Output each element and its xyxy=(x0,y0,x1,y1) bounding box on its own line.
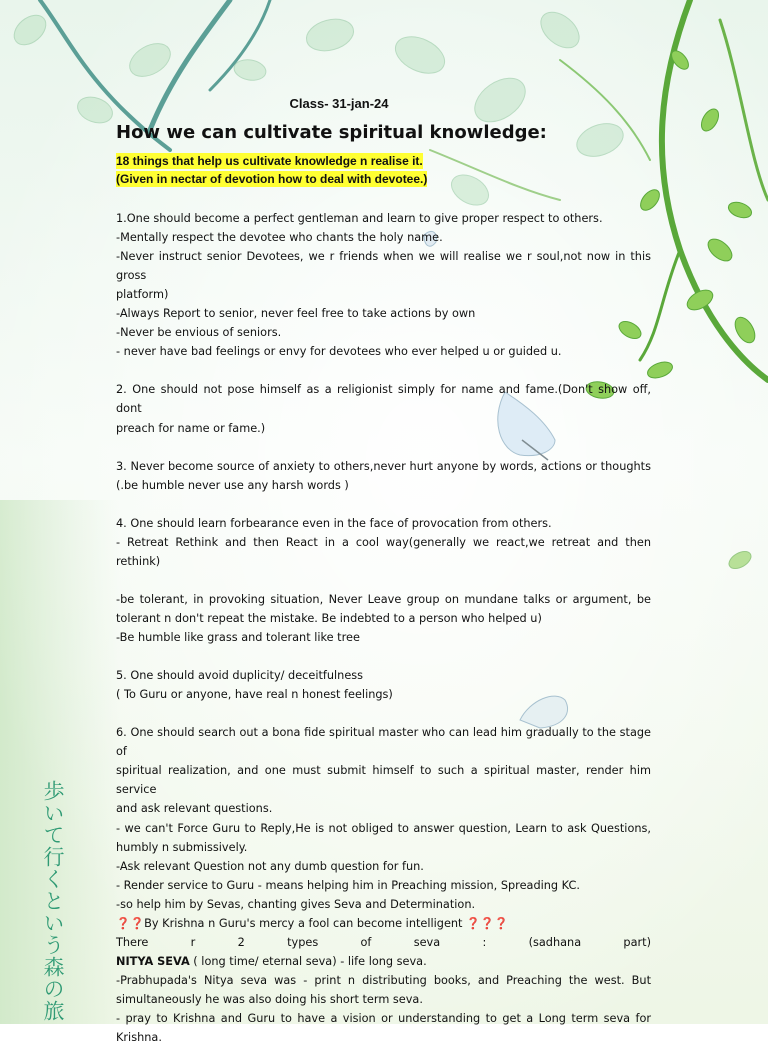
text-line: spiritual realization, and one must submit himself to such a spiritual master, render him service xyxy=(116,764,651,797)
text-line: There r 2 types of seva : (sadhana part) xyxy=(116,935,651,949)
text-line: -Never instruct senior Devotees, we r friends when we will realise we r soul,not now in this gross xyxy=(116,250,651,283)
text-line: -Always Report to senior, never feel free to take actions by own xyxy=(116,307,476,321)
highlighted-subtitle-1: 18 things that help us cultivate knowledge n realise it. xyxy=(116,154,423,168)
text-line: - Render service to Guru - means helping him in Preaching mission, Spreading KC. xyxy=(116,878,580,892)
text-line: -be tolerant, in provoking situation, Never Leave group on mundane talks or argument, be xyxy=(116,592,651,606)
text-line: humbly n submissively. xyxy=(116,840,248,854)
highlighted-subtitle-2: (Given in nectar of devotion how to deal with devotee.) xyxy=(116,172,428,186)
blank-line xyxy=(116,361,651,380)
text-line: -Prabhupada's Nitya seva was - print n distributing books, and Preaching the west. But xyxy=(116,973,651,987)
text-line: (.be humble never use any harsh words ) xyxy=(116,478,349,492)
text-line: - never have bad feelings or envy for devotees who ever helped u or guided u. xyxy=(116,345,562,359)
text-line: -Ask relevant Question not any dumb question for fun. xyxy=(116,859,424,873)
text-line: -Never be envious of seniors. xyxy=(116,326,282,340)
text-line: 3. Never become source of anxiety to others,never hurt anyone by words, actions or thoughts xyxy=(116,459,651,473)
text-line: simultaneously he was also doing his short term seva. xyxy=(116,992,423,1006)
blank-line xyxy=(116,571,651,590)
text-line: tolerant n don't repeat the mistake. Be indebted to a person who helped u) xyxy=(116,611,542,625)
text-line: ❓❓By Krishna n Guru's mercy a fool can become intelligent ❓❓❓ xyxy=(116,916,509,930)
text-line: 4. One should learn forbearance even in the face of provocation from others. xyxy=(116,516,552,530)
text-line: -Be humble like grass and tolerant like tree xyxy=(116,631,360,645)
page-title: How we can cultivate spiritual knowledge: xyxy=(116,122,547,143)
blank-line xyxy=(116,704,651,723)
text-line: - pray to Krishna and Guru to have a vision or understanding to get a Long term seva for Krishna. xyxy=(116,1011,651,1045)
japanese-caption: 歩いて行くという森の旅 xyxy=(41,780,65,1022)
blank-line xyxy=(116,495,651,514)
text-line: 6. One should search out a bona fide spiritual master who can lead him gradually to the stage of xyxy=(116,726,651,759)
text-line: and ask relevant questions. xyxy=(116,802,273,816)
nitya-seva-line xyxy=(116,952,651,971)
text-line: - we can't Force Guru to Reply,He is not obliged to answer question, Learn to ask Questions, xyxy=(116,821,651,835)
text-line: preach for name or fame.) xyxy=(116,421,266,435)
text-line: -Mentally respect the devotee who chants the holy name. xyxy=(116,231,443,245)
nitya-seva-text: ( long time/ eternal seva) - life long seva. xyxy=(189,954,427,968)
text-line: ( To Guru or anyone, have real n honest feelings) xyxy=(116,688,393,702)
class-date: Class- 31-jan-24 xyxy=(289,96,389,111)
nitya-seva-label: NITYA SEVA xyxy=(116,954,190,968)
blank-line xyxy=(116,438,651,457)
text-line: - Retreat Rethink and then React in a cool way(generally we react,we retreat and then rethink) xyxy=(116,535,651,568)
notes-body xyxy=(116,209,651,1047)
text-line: 2. One should not pose himself as a religionist simply for name and fame.(Don't show off, dont xyxy=(116,383,651,416)
text-line: 5. One should avoid duplicity/ deceitfulness xyxy=(116,669,364,683)
text-line: platform) xyxy=(116,288,169,302)
blank-line xyxy=(116,647,651,666)
text-line: -so help him by Sevas, chanting gives Seva and Determination. xyxy=(116,897,476,911)
text-line: 1.One should become a perfect gentleman and learn to give proper respect to others. xyxy=(116,212,603,225)
